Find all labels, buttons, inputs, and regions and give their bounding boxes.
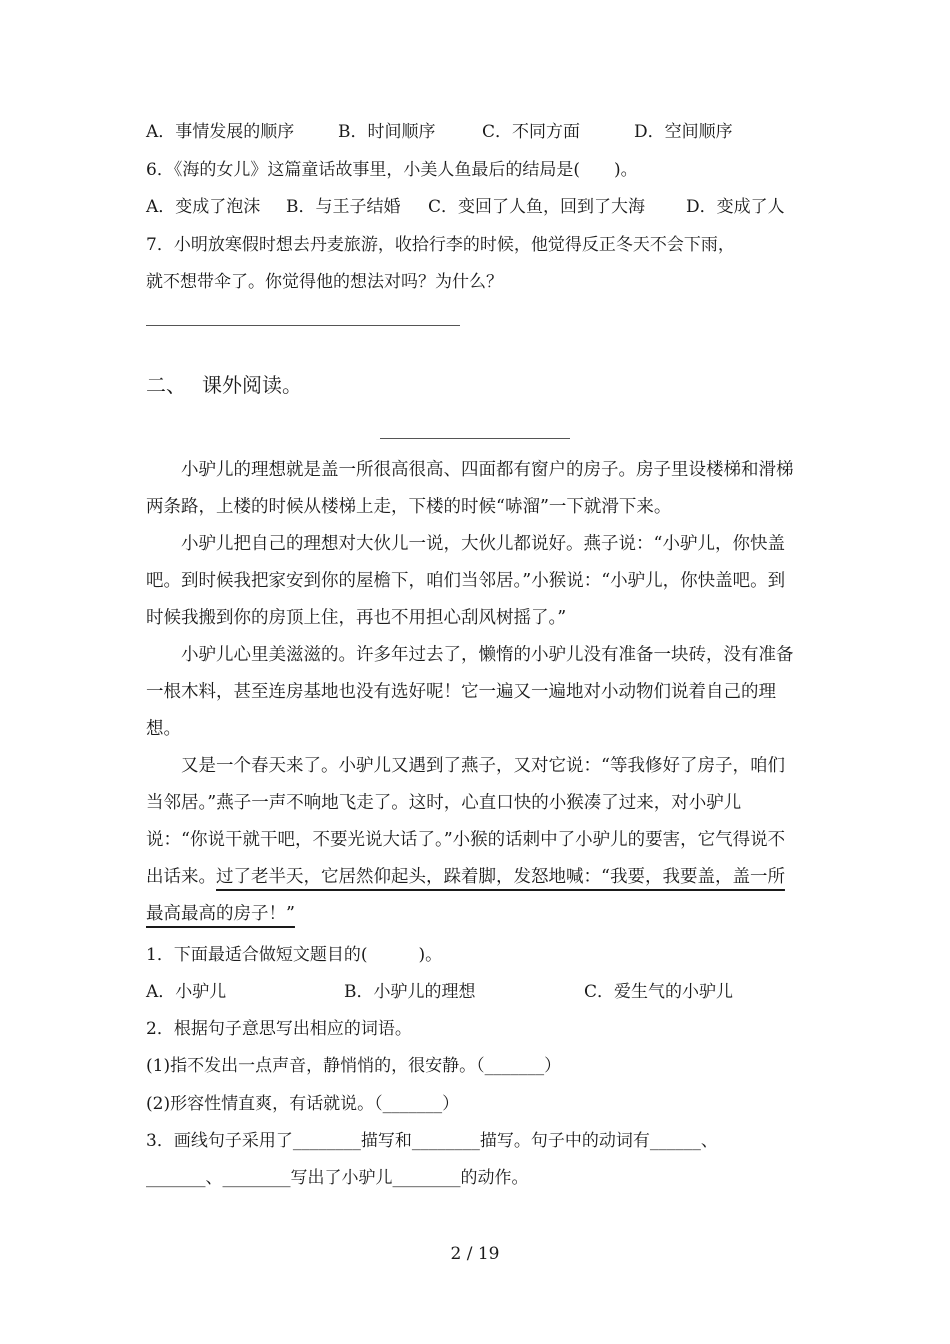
q3-question-line2: _______、________写出了小驴儿________的动作。 xyxy=(146,1168,529,1188)
q6-option-b: B．与王子结婚 xyxy=(286,197,401,217)
section-heading xyxy=(146,372,302,398)
section-number: 二、 xyxy=(146,373,186,397)
q5-option-b: B．时间顺序 xyxy=(338,122,436,142)
passage-title-blank xyxy=(380,438,570,439)
passage-paragraph-4 xyxy=(146,748,798,933)
section-title: 课外阅读。 xyxy=(202,373,302,397)
q6-option-c: C．变回了人鱼，回到了大海 xyxy=(428,197,646,217)
q7-answer-line xyxy=(146,325,460,326)
q5-option-a: A．事情发展的顺序 xyxy=(146,122,295,142)
q6-option-a: A．变成了泡沫 xyxy=(146,197,261,217)
q7-question-line1: 7．小明放寒假时想去丹麦旅游，收拾行李的时候，他觉得反正冬天不会下雨， xyxy=(146,235,735,255)
passage-paragraph-4-text: 又是一个春天来了。小驴儿又遇到了燕子，又对它说：“等我修好了房子，咱们当邻居。”燕子一声不响地飞走了。这时，心直口快的小猴凑了过来，对小驴儿说：“你说干就干吧，不要光说大话了。”小猴的话刺中了小驴儿的要害，它气得说不出话来。 xyxy=(146,756,786,887)
passage-paragraph-2: 小驴儿把自己的理想对大伙儿一说，大伙儿都说好。燕子说：“小驴儿，你快盖吧。到时候我把家安到你的屋檐下，咱们当邻居。”小猴说：“小驴儿，你快盖吧。到时候我搬到你的房顶上住，再也不用担心刮风树摇了。” xyxy=(146,534,786,628)
q2-question: 2．根据句子意思写出相应的词语。 xyxy=(146,1019,412,1039)
q1-option-a: A．小驴儿 xyxy=(146,982,227,1002)
q6-option-d: D．变成了人 xyxy=(686,197,785,217)
passage-paragraph-3: 小驴儿心里美滋滋的。许多年过去了，懒惰的小驴儿没有准备一块砖，没有准备一根木料，甚至连房基地也没有选好呢！它一遍又一遍地对小动物们说着自己的理想。 xyxy=(146,645,794,739)
q1-option-c: C．爱生气的小驴儿 xyxy=(584,982,734,1002)
underlined-sentence: 过了老半天，它居然仰起头，跺着脚，发怒地喊：“我要，我要盖，盖一所最高最高的房子！” xyxy=(146,867,785,924)
q2-item-1: (1)指不发出一点声音，静悄悄的，很安静。（_______） xyxy=(146,1056,562,1076)
q1-question: 1．下面最适合做短文题目的( )。 xyxy=(146,945,443,965)
q6-question: 6．《海的女儿》这篇童话故事里，小美人鱼最后的结局是( )。 xyxy=(146,160,638,180)
q7-question-line2: 就不想带伞了。你觉得他的想法对吗？为什么？ xyxy=(146,272,503,292)
q5-option-d: D．空间顺序 xyxy=(634,122,733,142)
q2-item-2: (2)形容性情直爽，有话就说。（_______） xyxy=(146,1094,460,1114)
page-number: 2 / 19 xyxy=(450,1244,500,1264)
passage-paragraph-1: 小驴儿的理想就是盖一所很高很高、四面都有窗户的房子。房子里设楼梯和滑梯两条路，上楼的时候从楼梯上走，下楼的时候“哧溜”一下就滑下来。 xyxy=(146,460,794,517)
q3-question-line1: 3．画线句子采用了________描写和________描写。句子中的动词有______、 xyxy=(146,1131,718,1151)
q5-option-c: C．不同方面 xyxy=(482,122,581,142)
q1-option-b: B．小驴儿的理想 xyxy=(344,982,476,1002)
